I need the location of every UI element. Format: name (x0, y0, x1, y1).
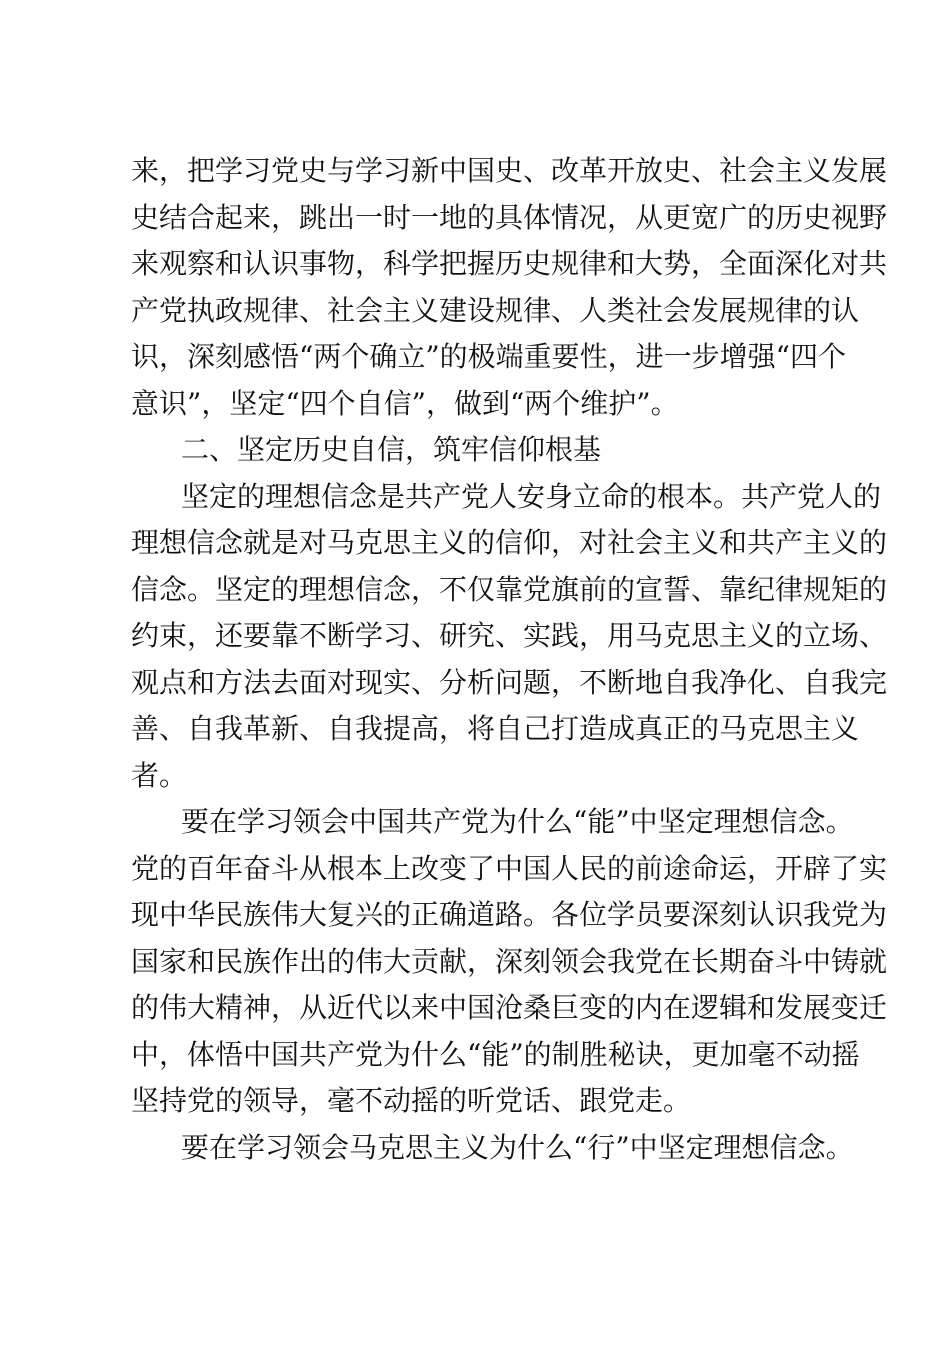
text-line: 要在学习领会中国共产党为什么“能”中坚定理想信念。 (181, 805, 854, 838)
text-line: 约束，还要靠不断学习、研究、实践，用马克思主义的立场、 (131, 619, 888, 652)
paragraph (131, 474, 888, 800)
paragraph-continuation (131, 148, 888, 427)
document-body (131, 148, 888, 1171)
section-heading: 二、坚定历史自信，筑牢信仰根基 (181, 433, 602, 466)
text-line: 识，深刻感悟“两个确立”的极端重要性，进一步增强“四个 (131, 340, 846, 373)
text-line: 党的百年奋斗从根本上改变了中国人民的前途命运，开辟了实 (131, 851, 888, 885)
text-line: 善、自我革新、自我提高，将自己打造成真正的马克思主义 (131, 712, 860, 745)
text-line: 信念。坚定的理想信念，不仅靠党旗前的宣誓、靠纪律规矩的 (131, 572, 888, 606)
text-line: 的伟大精神，从近代以来中国沧桑巨变的内在逻辑和发展变迁 (131, 991, 888, 1024)
text-line: 来观察和认识事物，科学把握历史规律和大势，全面深化对共 (131, 247, 888, 280)
text-line: 中，体悟中国共产党为什么“能”的制胜秘诀，更加毫不动摇 (131, 1037, 860, 1071)
text-line: 坚持党的领导，毫不动摇的听党话、跟党走。 (131, 1084, 692, 1117)
paragraph (131, 799, 888, 1125)
text-line: 史结合起来，跳出一时一地的具体情况，从更宽广的历史视野 (131, 200, 888, 234)
text-line: 理想信念就是对马克思主义的信仰，对社会主义和共产主义的 (131, 526, 888, 559)
text-line: 要在学习领会马克思主义为什么“行”中坚定理想信念。 (181, 1130, 854, 1164)
paragraph (131, 1125, 854, 1172)
text-line: 国家和民族作出的伟大贡献，深刻领会我党在长期奋斗中铸就 (131, 944, 888, 978)
text-line: 现中华民族伟大复兴的正确道路。各位学员要深刻认识我党为 (131, 898, 888, 931)
text-line: 坚定的理想信念是共产党人安身立命的根本。共产党人的 (181, 479, 882, 513)
text-line: 观点和方法去面对现实、分析问题，不断地自我净化、自我完 (131, 665, 888, 699)
text-line: 来，把学习党史与学习新中国史、改革开放史、社会主义发展 (131, 154, 888, 187)
text-line: 产党执政规律、社会主义建设规律、人类社会发展规律的认 (131, 293, 860, 327)
text-line: 者。 (131, 758, 188, 792)
text-line: 意识”，坚定“四个自信”，做到“两个维护”。 (131, 386, 679, 420)
